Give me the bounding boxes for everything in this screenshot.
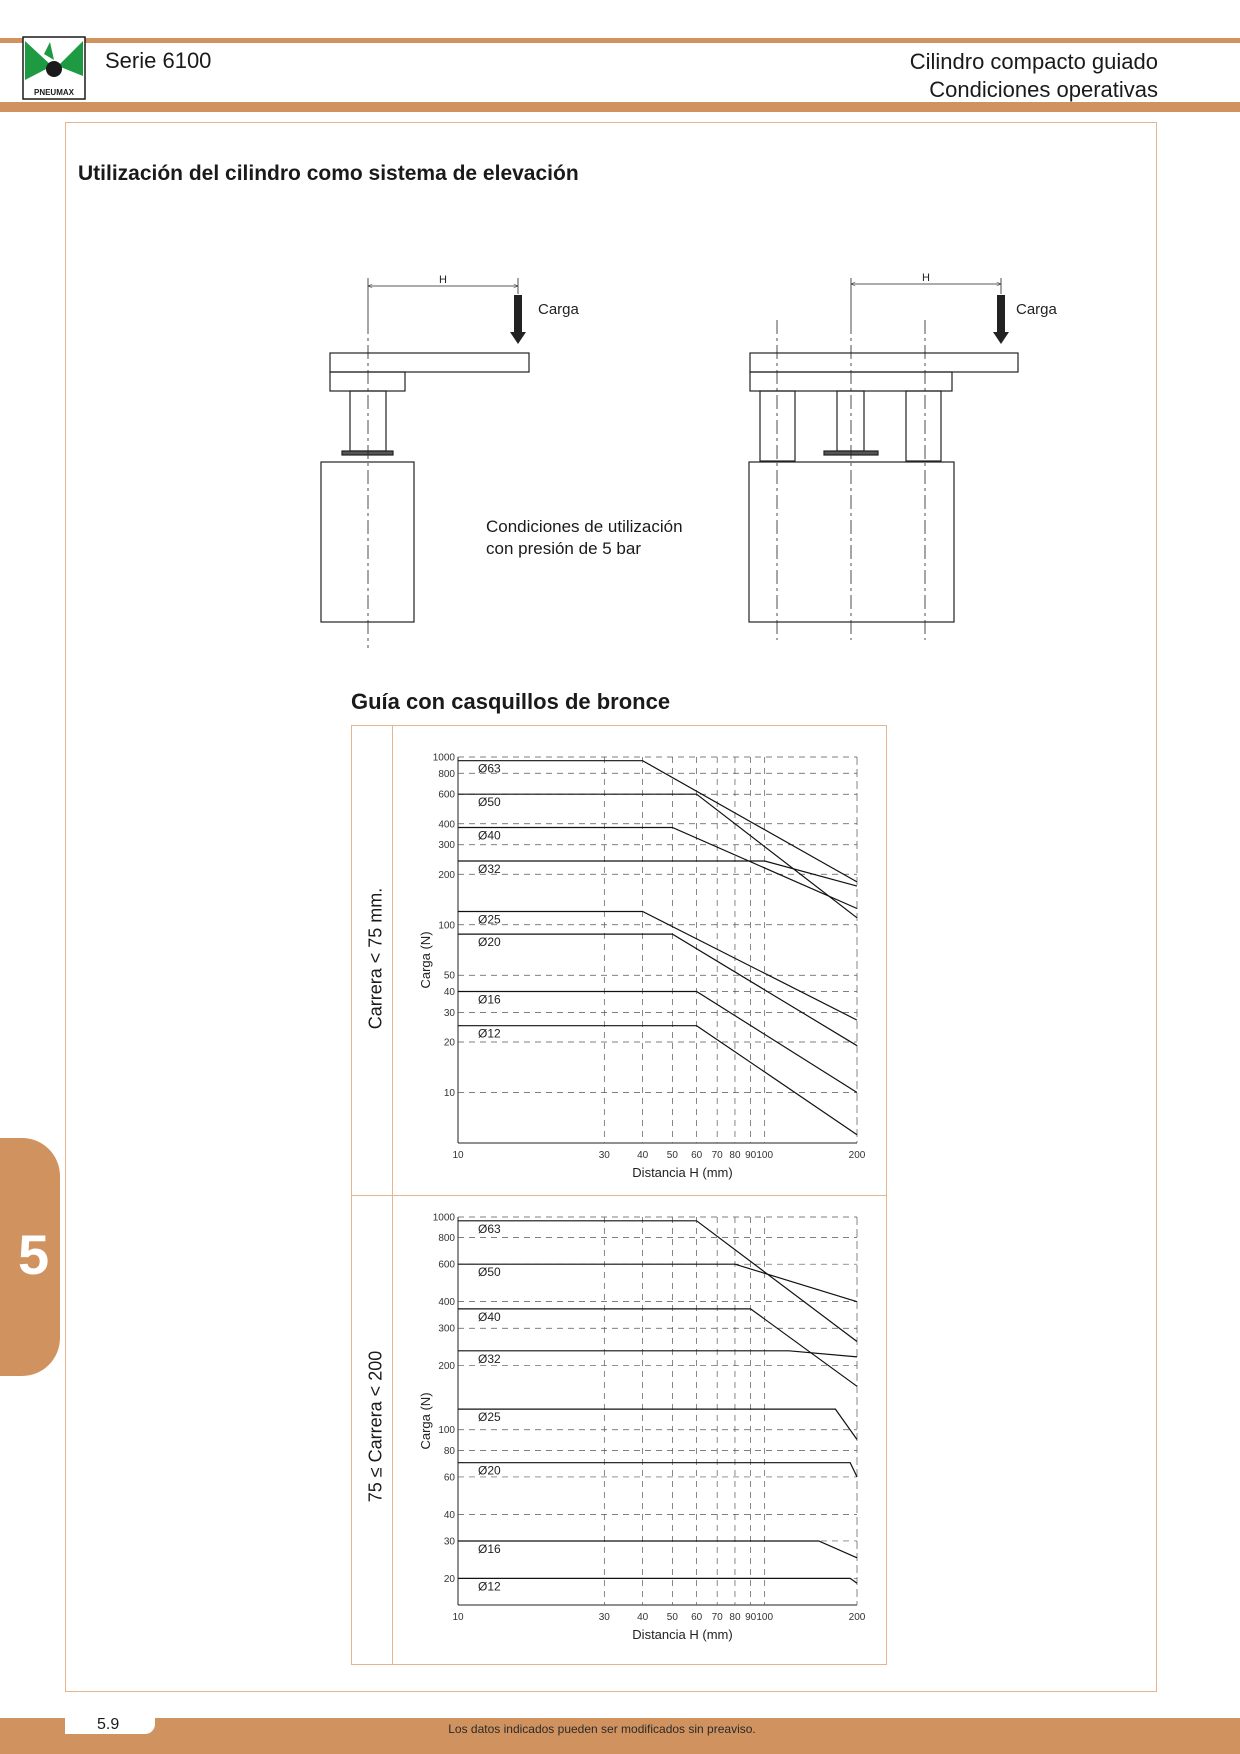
y-axis-label: Carga (N) (418, 1392, 433, 1450)
load-label-left: Carga (538, 301, 579, 318)
left-cylinder-drawing (321, 278, 529, 648)
h-label-left: H (439, 274, 447, 286)
x-axis-label: Distancia H (mm) (632, 1165, 733, 1180)
series-label: Ø50 (478, 1265, 501, 1280)
series-label: Ø40 (478, 1309, 501, 1324)
y-tick-label: 400 (438, 1297, 455, 1309)
series-line-d40 (458, 1309, 857, 1386)
x-tick-label: 10 (452, 1150, 464, 1161)
x-tick-label: 60 (691, 1612, 703, 1623)
series-line-d12 (458, 1578, 857, 1583)
x-tick-label: 90 (745, 1612, 757, 1623)
x-tick-label: 200 (848, 1612, 866, 1623)
row-label-stroke-under-75: Carrera < 75 mm. (365, 887, 386, 1030)
series-label: Ø40 (478, 828, 501, 843)
y-tick-label: 30 (443, 1536, 455, 1548)
header-title-line2: Condiciones operativas (929, 77, 1158, 102)
conditions-line2: con presión de 5 bar (486, 539, 641, 558)
series-label: Ø63 (478, 761, 501, 776)
row-label-stroke-75-200: 75 ≤ Carrera < 200 (365, 1350, 386, 1503)
y-tick-label: 50 (443, 970, 455, 982)
series-line-d40 (458, 828, 857, 909)
x-tick-label: 70 (711, 1150, 723, 1161)
conditions-text (486, 516, 683, 560)
y-tick-label: 80 (443, 1445, 455, 1457)
y-tick-label: 40 (443, 1509, 455, 1521)
y-tick-label: 1000 (432, 752, 455, 764)
chapter-number: 5 (18, 1223, 50, 1286)
h-label-right: H (922, 272, 930, 284)
load-arrow-left (510, 295, 526, 344)
load-chart-stroke-under-75 (400, 745, 880, 1195)
footer-note: Los datos indicados pueden ser modificados sin preaviso. (448, 1722, 756, 1736)
x-tick-label: 100 (756, 1612, 774, 1623)
x-tick-label: 80 (729, 1150, 741, 1161)
y-tick-label: 600 (438, 1259, 455, 1271)
right-cylinder-drawing (749, 278, 1018, 640)
y-tick-label: 20 (443, 1573, 455, 1585)
y-tick-label: 40 (443, 987, 455, 999)
y-tick-label: 30 (443, 1007, 455, 1019)
x-tick-label: 30 (598, 1612, 610, 1623)
lifting-diagram (300, 260, 1100, 660)
series-line-d25 (458, 912, 857, 1021)
conditions-line1: Condiciones de utilización (486, 517, 683, 536)
series-line-d63 (458, 1221, 857, 1342)
y-tick-label: 300 (438, 1323, 455, 1335)
load-label-right: Carga (1016, 301, 1057, 318)
x-tick-label: 90 (745, 1150, 757, 1161)
series-label: Ø12 (478, 1026, 501, 1041)
series-label: Ø16 (478, 1541, 501, 1556)
series-line-d63 (458, 761, 857, 882)
x-tick-label: 50 (666, 1150, 678, 1161)
series-label: Ø16 (478, 992, 501, 1007)
y-tick-label: 1000 (432, 1212, 455, 1224)
y-tick-label: 10 (443, 1088, 455, 1100)
series-label: Ø12 (478, 1579, 501, 1594)
chapter-tab (0, 1138, 60, 1376)
x-axis-label: Distancia H (mm) (632, 1627, 733, 1642)
series-line-d32 (458, 1351, 857, 1357)
series-label: Ø25 (478, 1410, 501, 1425)
y-tick-label: 800 (438, 768, 455, 780)
y-tick-label: 60 (443, 1472, 455, 1484)
series-label: Ø32 (478, 861, 501, 876)
y-tick-label: 100 (438, 1425, 455, 1437)
load-chart-stroke-75-200 (400, 1205, 880, 1655)
y-tick-label: 600 (438, 789, 455, 801)
x-tick-label: 40 (637, 1612, 649, 1623)
y-tick-label: 200 (438, 1361, 455, 1373)
series-line-d20 (458, 1463, 857, 1477)
series-line-d25 (458, 1409, 857, 1439)
guide-title: Guía con casquillos de bronce (351, 689, 671, 714)
x-tick-label: 100 (756, 1150, 774, 1161)
y-tick-label: 300 (438, 840, 455, 852)
section-title: Utilización del cilindro como sistema de elevación (78, 162, 579, 185)
x-tick-label: 80 (729, 1612, 741, 1623)
y-tick-label: 800 (438, 1233, 455, 1245)
header-title-line1: Cilindro compacto guiado (909, 49, 1158, 74)
logo-wordmark: PNEUMAX (33, 88, 75, 97)
x-tick-label: 50 (666, 1612, 678, 1623)
series-label: Ø32 (478, 1351, 501, 1366)
header-title (910, 48, 1158, 104)
series-label: Ø25 (478, 912, 501, 927)
series-label: Ø63 (478, 1221, 501, 1236)
y-tick-label: 400 (438, 819, 455, 831)
series-label: Ø20 (478, 935, 501, 950)
y-tick-label: 200 (438, 869, 455, 881)
header-top-stripe (0, 38, 1240, 43)
x-tick-label: 60 (691, 1150, 703, 1161)
x-tick-label: 30 (598, 1150, 610, 1161)
y-axis-label: Carga (N) (418, 931, 433, 989)
series-label: Ø50 (478, 795, 501, 810)
y-tick-label: 100 (438, 920, 455, 932)
series-line-d50 (458, 794, 857, 918)
y-tick-label: 20 (443, 1037, 455, 1049)
series-label: Serie 6100 (105, 48, 212, 73)
x-tick-label: 40 (637, 1150, 649, 1161)
page-number: 5.9 (97, 1716, 120, 1733)
load-arrow-right (993, 295, 1009, 344)
series-line-d16 (458, 1541, 857, 1558)
x-tick-label: 10 (452, 1612, 464, 1623)
pneumax-logo (22, 36, 86, 100)
series-label: Ø20 (478, 1463, 501, 1478)
x-tick-label: 200 (848, 1150, 866, 1161)
x-tick-label: 70 (711, 1612, 723, 1623)
chart-frame-row-divider (352, 1195, 886, 1196)
